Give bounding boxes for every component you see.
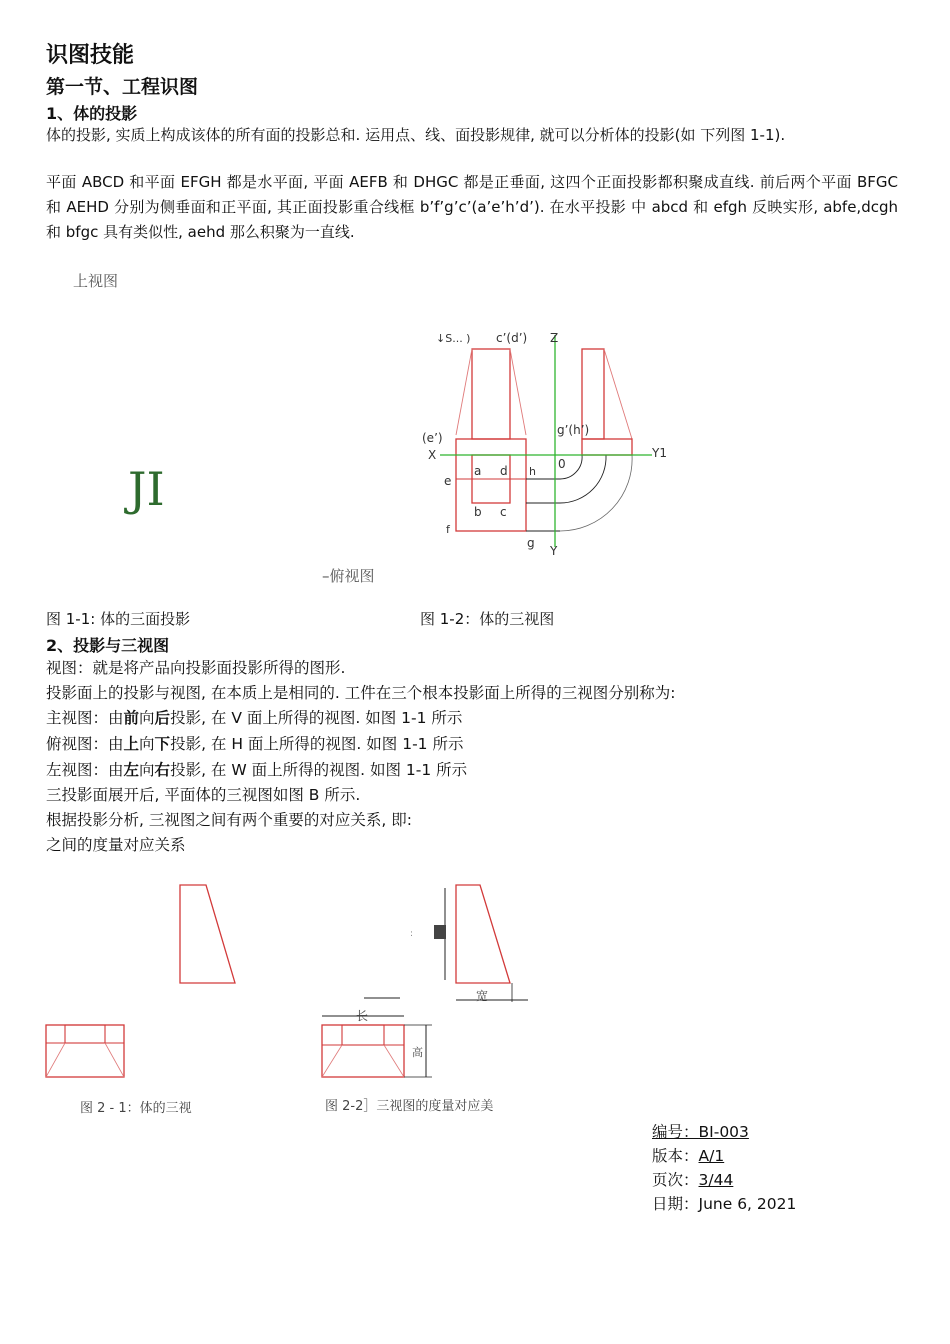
meta-page-label: 页次： <box>652 1171 699 1189</box>
chang-label: 长 <box>356 1009 369 1023</box>
top-view-label: 上视图 <box>73 272 119 290</box>
label-top-left: ↓S... ) <box>436 332 471 345</box>
meta-version-label: 版本： <box>652 1147 699 1165</box>
left-view-prefix: 左视图：由 <box>46 761 124 779</box>
label-gh: g’(h’) <box>557 423 590 437</box>
ji-figure-text: JI <box>128 462 165 516</box>
meta-page-value: 3/44 <box>698 1171 734 1189</box>
right-column-taper <box>604 349 632 439</box>
meta-date-label: 日期： <box>652 1195 699 1213</box>
label-h: h <box>529 465 536 478</box>
bottom-view-label: –俯视图 <box>322 567 375 585</box>
label-c: c <box>500 505 507 519</box>
line-measure: 之间的度量对应关系 <box>46 836 186 854</box>
fig-2-1-caption: 图 2 - 1：体的三视 <box>80 1101 192 1116</box>
label-f: f <box>446 523 450 536</box>
top-view-line <box>46 732 463 757</box>
front-view-outer <box>322 1025 404 1077</box>
main-view-bold-1: 前 <box>123 709 140 727</box>
main-view-mid: 向 <box>139 709 155 727</box>
label-z: Z <box>550 331 559 345</box>
main-view-bold-2: 后 <box>154 709 171 727</box>
top-view-suffix: 投影, 在 H 面上所得的视图. 如图 1-1 所示 <box>170 735 464 753</box>
main-view-prefix: 主视图：由 <box>46 709 124 727</box>
front-view-diag-left <box>322 1045 342 1077</box>
side-base-outline <box>582 439 632 455</box>
paragraph-2: 平面 ABCD 和平面 EFGH 都是水平面, 平面 AEFB 和 DHGC 都是正垂面, 这四个正面投影都积聚成直线. 前后两个平面 BFGC 和 AEHD 分别为侧垂面和正平面, 其正面投影重合线框 b’f’g’c’(a’e’h’d’). 在水平投影 中 abcd 和 efgh 反映实形, abfe,dcgh 和 bfgc 具有类似性, aehd 那么积聚为一直线. <box>46 173 898 241</box>
label-y: Y <box>550 544 558 558</box>
line-analysis: 根据投影分析, 三视图之间有两个重要的对应关系, 即: <box>46 811 412 829</box>
arc-outer <box>560 455 632 531</box>
label-g: g <box>527 536 535 550</box>
gao-label: 高 <box>412 1046 423 1059</box>
subsection-heading-1: 1、体的投影 <box>46 104 138 123</box>
front-view-diag-right <box>105 1043 124 1077</box>
label-b: b <box>474 505 482 519</box>
meta-date-value: June 6, 2021 <box>698 1195 797 1213</box>
label-x: X <box>428 448 437 462</box>
fig-2-2-drawing <box>300 880 540 1085</box>
label-e-prime: (e’) <box>422 431 443 445</box>
kuan-label: 宽 <box>476 989 489 1003</box>
left-taper-line <box>456 349 472 435</box>
fig-1-1-caption: 图 1-1: 体的三面投影 <box>46 610 191 628</box>
meta-code <box>652 1120 749 1144</box>
line-view-definition: 视图：就是将产品向投影面投影所得的图形. <box>46 659 346 677</box>
meta-version <box>652 1144 724 1168</box>
front-view-diag-right <box>384 1045 404 1077</box>
front-view-outer <box>46 1025 124 1077</box>
front-view-diag-left <box>46 1043 65 1077</box>
front-view-notch <box>65 1025 105 1043</box>
fig-1-2-drawing <box>400 325 700 565</box>
doc-title: 识图技能 <box>46 43 135 68</box>
arc-middle <box>560 455 606 503</box>
dim-marker <box>434 925 446 939</box>
left-view-bold-1: 左 <box>123 761 140 779</box>
meta-code-label: 编号： <box>652 1123 699 1141</box>
left-column-outline <box>472 349 510 439</box>
meta-code-value: BI-003 <box>698 1123 749 1141</box>
right-taper-line <box>510 349 526 435</box>
label-e: e <box>444 474 452 488</box>
fig-1-2-caption: 图 1-2：体的三视图 <box>420 610 555 628</box>
subsection-heading-2: 2、投影与三视图 <box>46 636 170 655</box>
fig-2-1-drawing <box>40 880 250 1085</box>
label-zero: 0 <box>558 457 566 471</box>
meta-date <box>652 1192 796 1216</box>
label-a: a <box>474 464 482 478</box>
dim-dot: : <box>410 929 414 939</box>
top-view-bold-1: 上 <box>123 735 140 753</box>
left-view-bold-2: 右 <box>154 761 171 779</box>
label-d: d <box>500 464 508 478</box>
side-view-trapezoid <box>456 885 510 983</box>
paragraph-1: 体的投影, 实质上构成该体的所有面的投影总和. 运用点、线、面投影规律, 就可以分析体的投影(如 下列图 1-1). <box>46 126 786 144</box>
line-projection-equivalence: 投影面上的投影与视图, 在本质上是相同的. 工件在三个根本投影面上所得的三视图分别称为: <box>46 684 676 702</box>
top-view-mid: 向 <box>139 735 155 753</box>
side-view-trapezoid <box>180 885 235 983</box>
left-view-line <box>46 758 467 783</box>
left-view-mid: 向 <box>139 761 155 779</box>
top-view-bold-2: 下 <box>154 735 171 753</box>
meta-version-value: A/1 <box>698 1147 725 1165</box>
section-heading: 第一节、工程识图 <box>46 76 199 98</box>
front-view-notch <box>342 1025 384 1045</box>
line-unfold: 三投影面展开后, 平面体的三视图如图 B 所示. <box>46 786 361 804</box>
plan-outer-outline <box>456 439 526 531</box>
main-view-suffix: 投影, 在 V 面上所得的视图. 如图 1-1 所示 <box>170 709 463 727</box>
fig-2-2-caption: 图 2-2］三视图的度量对应美 <box>325 1099 494 1114</box>
top-view-prefix: 俯视图：由 <box>46 735 124 753</box>
meta-page <box>652 1168 733 1192</box>
left-view-suffix: 投影, 在 W 面上所得的视图. 如图 1-1 所示 <box>170 761 468 779</box>
main-view-line <box>46 706 462 731</box>
label-y1: Y1 <box>652 446 667 460</box>
label-cd: c’(d’) <box>496 331 528 345</box>
